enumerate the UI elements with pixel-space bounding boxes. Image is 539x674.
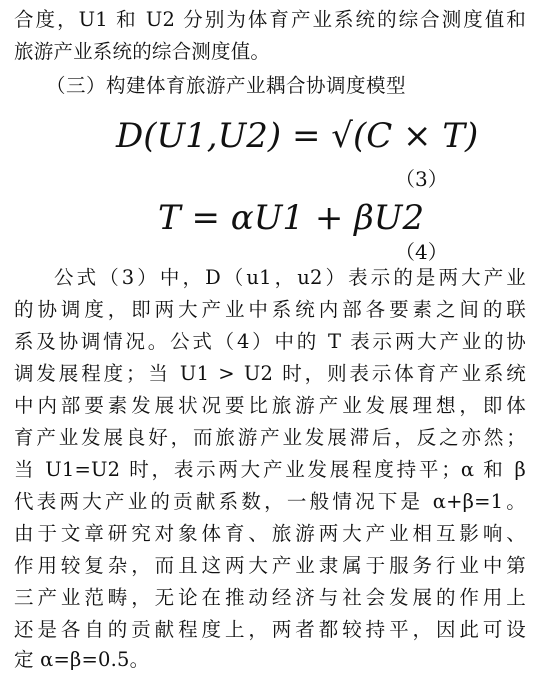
paragraph-line-1: 合度，U1 和 U2 分别为体育产业系统的综合测度值和 (14, 8, 526, 31)
paragraph-line-13: 三产业范畴，无论在推动经济与社会发展的作用上 (14, 586, 526, 609)
equation-4 (158, 198, 424, 238)
paragraph-line-7: 中内部要素发展状况要比旅游产业发展理想，即体 (14, 394, 526, 417)
equation-3-text: D(U1,U2) = √(C × T) (116, 116, 479, 156)
paragraph-line-11: 由于文章研究对象体育、旅游两大产业相互影响、 (14, 522, 526, 545)
equation-4-number: （4） (395, 240, 448, 264)
equation-3 (116, 116, 478, 156)
equation-3-number: （3） (395, 167, 448, 191)
paragraph-line-15: 定 α=β=0.5。 (14, 648, 150, 671)
paragraph-line-2: 旅游产业系统的综合测度值。 (14, 40, 271, 63)
paragraph-line-3: 公式（3）中，D（u1，u2）表示的是两大产业 (54, 266, 526, 289)
paragraph-line-12: 作用较复杂，而且这两大产业隶属于服务行业中第 (14, 554, 526, 577)
paragraph-line-6: 调发展程度；当 U1 > U2 时，则表示体育产业系统 (14, 362, 526, 385)
paragraph-line-10: 代表两大产业的贡献系数，一般情况下是 α+β=1。 (14, 490, 526, 513)
paragraph-line-4: 的协调度，即两大产业中系统内部各要素之间的联 (14, 298, 526, 321)
section-heading: （三）构建体育旅游产业耦合协调度模型 (46, 74, 407, 97)
paragraph-line-8: 育产业发展良好，而旅游产业发展滞后，反之亦然； (14, 426, 526, 449)
paragraph-line-14: 还是各自的贡献程度上，两者都较持平，因此可设 (14, 618, 526, 641)
equation-4-text: T = αU1 + βU2 (158, 198, 425, 238)
paragraph-line-9: 当 U1=U2 时，表示两大产业发展程度持平；α 和 β (14, 458, 526, 481)
paragraph-line-5: 系及协调情况。公式（4）中的 T 表示两大产业的协 (14, 330, 526, 353)
